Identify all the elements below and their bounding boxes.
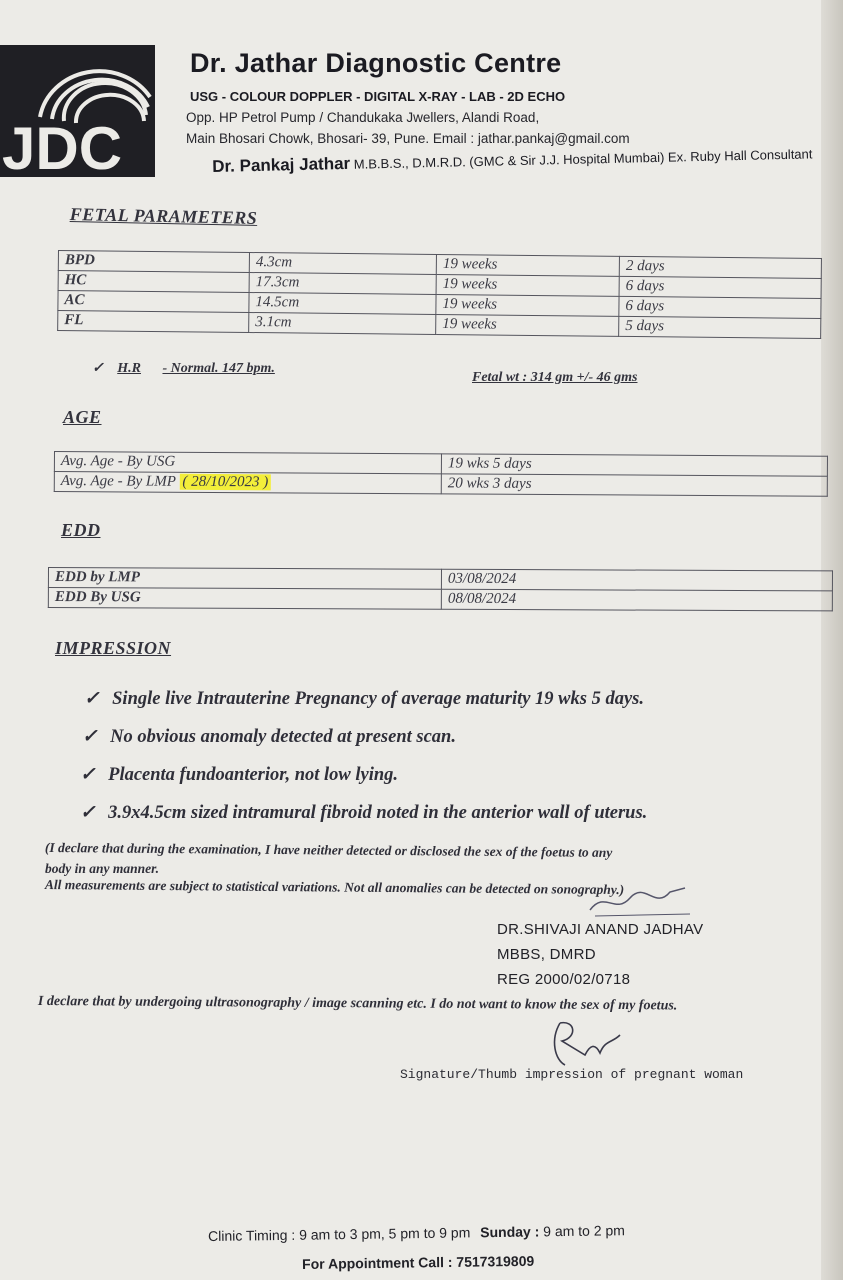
impression-text: Placenta fundoanterior, not low lying. [108, 765, 399, 785]
param-value: 4.3cm [249, 253, 436, 275]
param-weeks: 19 weeks [436, 254, 619, 276]
param-weeks: 19 weeks [436, 274, 619, 296]
param-value: 3.1cm [249, 313, 436, 335]
edd-title: EDD [61, 520, 101, 540]
hr-value: - Normal. 147 bpm. [162, 361, 275, 376]
paper-edge [821, 0, 843, 1280]
check-icon: ✓ [92, 361, 104, 376]
impression-text: Single live Intrauterine Pregnancy of average maturity 19 wks 5 days. [112, 689, 645, 709]
appointment-line: For Appointment Call : 7517319809 [302, 1252, 535, 1272]
heart-rate [92, 360, 275, 377]
impression-text: 3.9x4.5cm sized intramural fibroid noted in the anterior wall of uterus. [108, 803, 648, 823]
radiologist-reg: REG 2000/02/0718 [497, 971, 631, 988]
param-name: FL [58, 311, 249, 333]
jdc-logo [0, 45, 155, 177]
timing-value: 9 am to 3 pm, 5 pm to 9 pm [299, 1224, 471, 1243]
impression-item [84, 688, 644, 710]
signature-label: Signature/Thumb impression of pregnant woman [400, 1067, 744, 1082]
address-line-2: Main Bhosari Chowk, Bhosari- 39, Pune. Email : jathar.pankaj@gmail.com [186, 131, 630, 146]
param-name: AC [58, 291, 249, 313]
edd-value: 03/08/2024 [441, 569, 832, 591]
radiologist-degree: MBBS, DMRD [497, 946, 596, 963]
centre-name: Dr. Jathar Diagnostic Centre [190, 48, 562, 78]
doctor-line [212, 143, 813, 177]
impression-item [80, 802, 647, 824]
clinic-timing [208, 1222, 625, 1244]
declaration-line-2: body in any manner. [45, 861, 160, 876]
param-value: 17.3cm [249, 273, 436, 295]
edd-table [48, 567, 833, 611]
check-icon: ✓ [82, 727, 98, 747]
radiologist-name: DR.SHIVAJI ANAND JADHAV [497, 921, 704, 938]
age-title: AGE [63, 407, 102, 427]
param-value: 14.5cm [249, 293, 436, 315]
radiologist-signature-icon [585, 880, 695, 920]
lmp-date-highlight: ( 28/10/2023 ) [179, 474, 271, 491]
patient-declaration: I declare that by undergoing ultrasonography / image scanning etc. I do not want to know the sex of my foetus. [37, 994, 678, 1014]
declaration-line-3: All measurements are subject to statistical variations. Not all anomalies can be detected on sonography.) [44, 877, 625, 898]
age-label: Avg. Age - By USG [54, 452, 441, 474]
check-icon: ✓ [80, 765, 96, 785]
sunday-label: Sunday : [480, 1223, 544, 1241]
sunday-value: 9 am to 2 pm [543, 1222, 626, 1240]
param-name: BPD [58, 251, 249, 273]
age-lmp-label: Avg. Age - By LMP [60, 473, 176, 490]
age-value: 19 wks 5 days [441, 454, 827, 476]
table-row [48, 588, 832, 611]
edd-value: 08/08/2024 [441, 589, 832, 611]
hr-label: H.R [117, 361, 141, 376]
fetal-parameters-title: FETAL PARAMETERS [69, 204, 258, 228]
param-weeks: 19 weeks [436, 314, 619, 336]
impression-text: No obvious anomaly detected at present scan. [110, 727, 456, 747]
impression-title: IMPRESSION [55, 638, 172, 658]
logo-text: JDC [2, 115, 123, 177]
param-days: 5 days [619, 316, 821, 338]
edd-label: EDD By USG [48, 588, 441, 610]
age-label [54, 472, 441, 494]
param-days: 6 days [619, 276, 821, 298]
check-icon: ✓ [80, 803, 96, 823]
timing-label: Clinic Timing : [208, 1226, 300, 1244]
fetal-weight: Fetal wt : 314 gm +/- 46 gms [472, 370, 638, 385]
declaration-line-1: (I declare that during the examination, I have neither detected or disclosed the sex of the foetus to any [44, 840, 613, 860]
impression-item [80, 764, 398, 786]
check-icon: ✓ [84, 689, 100, 709]
impression-item [82, 726, 456, 748]
param-weeks: 19 weeks [436, 294, 619, 316]
fetal-parameters-table [57, 250, 822, 339]
param-name: HC [58, 271, 249, 293]
doctor-name: Dr. Pankaj Jathar [212, 153, 351, 176]
doctor-qualifications: M.B.B.S., D.M.R.D. (GMC & Sir J.J. Hospital Mumbai) Ex. Ruby Hall Consultant [353, 146, 813, 172]
age-value: 20 wks 3 days [441, 474, 827, 496]
table-row [54, 472, 827, 497]
age-table [54, 451, 828, 497]
patient-signature-icon [540, 1015, 640, 1070]
param-days: 6 days [619, 296, 821, 318]
param-days: 2 days [619, 256, 821, 278]
address-line-1: Opp. HP Petrol Pump / Chandukaka Jwellers, Alandi Road, [186, 110, 540, 125]
services-line: USG - COLOUR DOPPLER - DIGITAL X-RAY - LAB - 2D ECHO [190, 89, 566, 104]
jdc-logo-icon [0, 45, 155, 177]
edd-label: EDD by LMP [48, 568, 441, 590]
